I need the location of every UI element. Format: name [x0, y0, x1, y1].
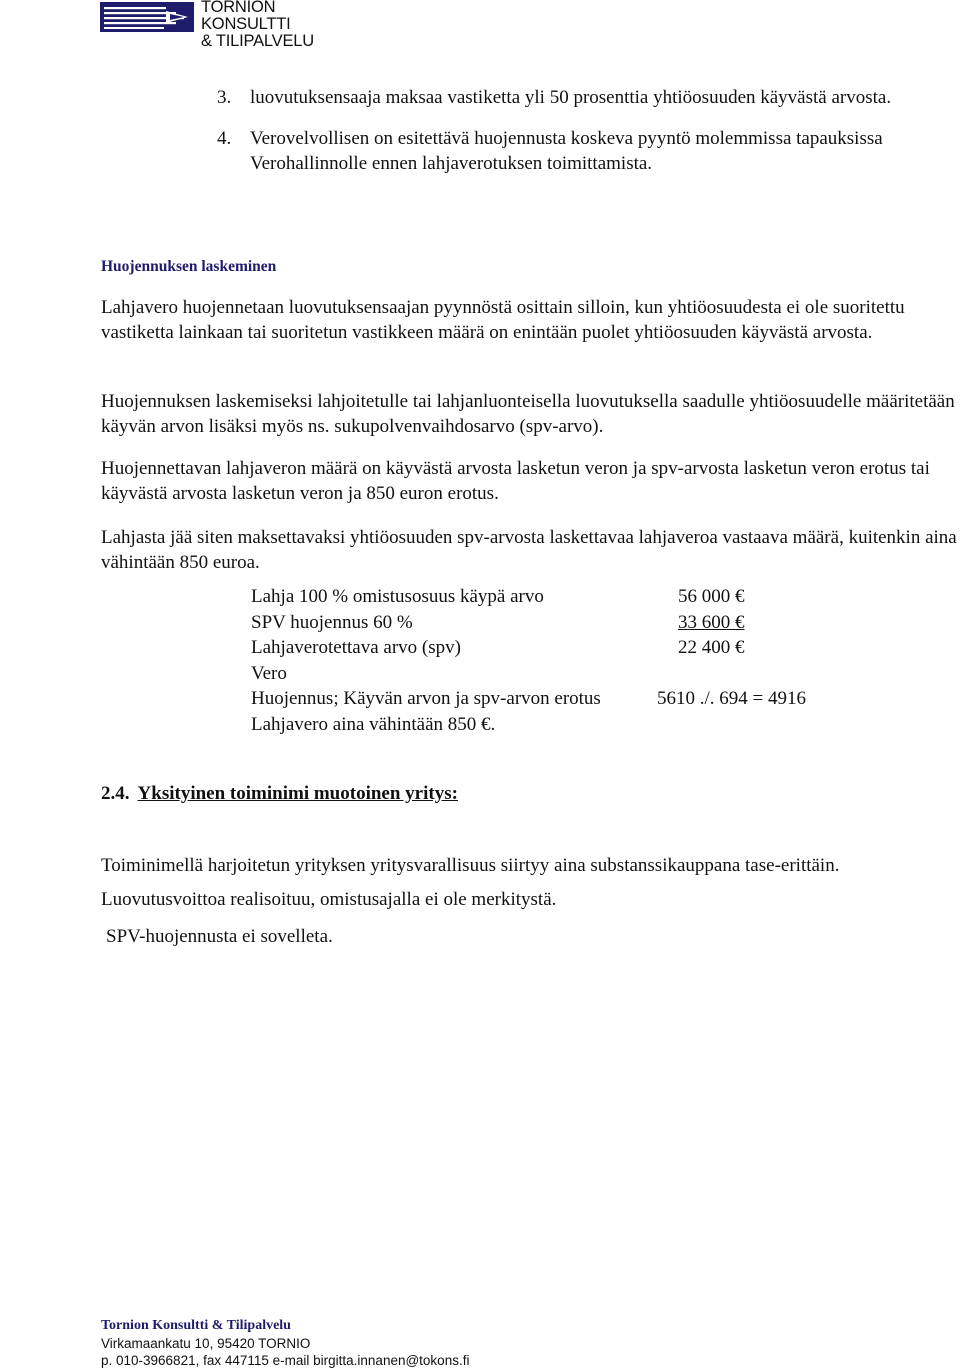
paragraph: Huojennettavan lahjaveron määrä on käyvästä arvosta lasketun veron ja spv-arvosta lasketun veron erotus tai käyvästä arvosta lasketun veron ja 850 euron erotus.	[101, 458, 930, 504]
calc-value: 5610 ./. 694 = 4916	[657, 688, 806, 709]
company-name-line2: & TILIPALVELU	[201, 32, 314, 50]
footer-contact: p. 010-3966821, fax 447115 e-mail birgitta.innanen@tokons.fi	[101, 1353, 470, 1368]
calc-row	[251, 686, 806, 712]
numbered-list	[217, 85, 917, 192]
list-item	[217, 126, 917, 177]
paragraph: Lahjavero huojennetaan luovutuksensaajan pyynnöstä osittain silloin, kun yhtiöosuudesta ei ole suoritettu vastiketta lainkaan tai suoritetun vastikkeen määrä on enintään puolet yhtiöosuuden käyvästä arvosta.	[101, 297, 905, 343]
subsection-number: 2.4.	[101, 783, 130, 804]
section-heading: Huojennuksen laskeminen	[101, 258, 277, 275]
subsection-title: Yksityinen toiminimi muotoinen yritys:	[137, 783, 458, 804]
calc-label: Huojennus; Käyvän arvon ja spv-arvon erotus	[251, 688, 601, 709]
paragraph: SPV-huojennusta ei sovelleta.	[106, 926, 333, 947]
calc-value: 33 600 €	[678, 611, 745, 633]
list-item-number: 3.	[217, 87, 232, 108]
footer-company-name: Tornion Konsultti & Tilipalvelu	[101, 1318, 291, 1333]
pen-stripes-logo-icon	[100, 2, 194, 32]
list-item-text: Verovelvollisen on esitettävä huojennusta koskeva pyyntö molemmissa tapauksissa Verohallinnolle ennen lahjaverotuksen toimittamista.	[250, 127, 883, 174]
company-name	[201, 0, 360, 50]
calc-label: Lahjavero aina vähintään 850 €.	[251, 713, 496, 735]
calc-label: Lahjaverotettava arvo (spv)	[251, 637, 461, 658]
subsection-heading	[101, 783, 458, 805]
paragraph: Luovutusvoittoa realisoituu, omistusajalla ei ole merkitystä.	[101, 889, 557, 910]
calculation-table	[251, 584, 806, 737]
page-footer	[101, 1317, 469, 1370]
calc-row	[251, 635, 745, 661]
calc-value: 22 400 €	[678, 637, 745, 658]
paragraph: Huojennuksen laskemiseksi lahjoitetulle tai lahjanluonteisella luovutuksella saadulle yhtiöosuudelle määritetään käyvän arvon lisäksi myös ns. sukupolvenvaihdosarvo (spv-arvo).	[101, 391, 955, 437]
calc-row	[251, 584, 745, 610]
paragraph: Lahjasta jää siten maksettavaksi yhtiöosuuden spv-arvosta laskettavaa lahjaveroa vastaava määrä, kuitenkin aina vähintään 850 euroa.	[101, 527, 957, 573]
calc-label: SPV huojennus 60 %	[251, 611, 413, 633]
calc-row	[251, 712, 601, 738]
list-item-number: 4.	[217, 127, 232, 149]
company-logo	[100, 0, 360, 50]
list-item	[217, 85, 917, 111]
calc-label: Lahja 100 % omistusosuus käypä arvo	[251, 586, 544, 607]
paragraph: Toiminimellä harjoitetun yrityksen yritysvarallisuus siirtyy aina substanssikauppana tase-erittäin.	[101, 855, 840, 876]
calc-value: 56 000 €	[678, 586, 745, 607]
list-item-text: luovutuksensaaja maksaa vastiketta yli 50 prosenttia yhtiöosuuden käyvästä arvosta.	[250, 87, 892, 108]
calc-row	[251, 610, 745, 636]
calc-label: Vero	[251, 662, 287, 684]
calc-row	[251, 661, 601, 687]
company-name-line1: TORNION KONSULTTI	[201, 0, 291, 33]
footer-address: Virkamaankatu 10, 95420 TORNIO	[101, 1335, 311, 1351]
